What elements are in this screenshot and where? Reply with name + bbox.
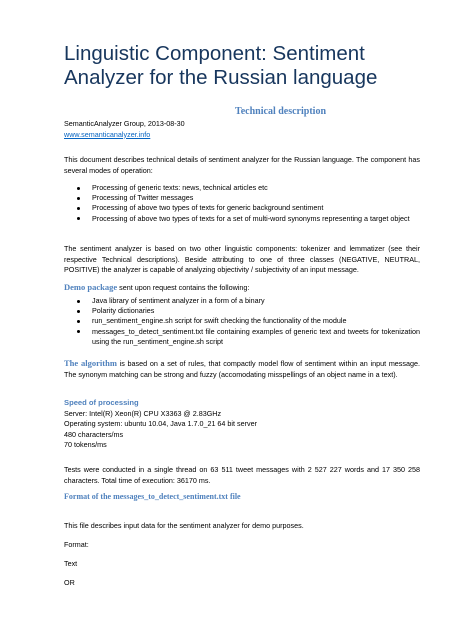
list-item: run_sentiment_engine.sh script for swift checking the functionality of the module [64, 316, 420, 326]
intro-paragraph: This document describes technical details of sentiment analyzer for the Russian language. The component has several modes of operation: [64, 155, 420, 175]
components-paragraph: The sentiment analyzer is based on two other linguistic components: tokenizer and lemmatizer (see their respective Technical descriptions). Beside attributing to one of three classes (NEGATIVE, NEUTRAL, POSITIVE) the analyzer is capable of analyzing objectivity / subjectivity of an input message. [64, 244, 420, 274]
demo-package-line [64, 282, 420, 294]
list-item: Polarity dictionaries [64, 306, 420, 316]
list-item: Java library of sentiment analyzer in a form of a binary [64, 296, 420, 306]
title-line-2: Analyzer for the Russian language [64, 66, 378, 89]
list-item: Processing of generic texts: news, technical articles etc [64, 183, 420, 193]
list-item: messages_to_detect_sentiment.txt file containing examples of generic text and tweets for tokenization using the run_sentiment_engine.sh script [64, 327, 420, 347]
bullet-icon [77, 320, 80, 323]
speed-heading: Speed of processing [64, 398, 139, 407]
bullet-icon [77, 187, 80, 190]
demo-package-heading: Demo package [64, 282, 118, 292]
group-line: SemanticAnalyzer Group, 2013-08-30 [64, 119, 185, 128]
speed-section [64, 398, 420, 451]
bullet-icon [77, 207, 80, 210]
tests-paragraph: Tests were conducted in a single thread on 63 511 tweet messages with 2 527 227 words and 17 350 258 characters. Total time of execution: 36170 ms. [64, 465, 420, 485]
speed-line: 70 tokens/ms [64, 440, 107, 449]
document-subtitle: Technical description [234, 106, 327, 117]
format-label: Format: [64, 540, 89, 549]
speed-line: 480 characters/ms [64, 429, 124, 439]
bullet-icon [77, 217, 80, 220]
or-label: OR [64, 578, 75, 587]
text-label: Text [64, 559, 78, 568]
website-link[interactable]: www.semanticanalyzer.info [64, 129, 151, 139]
list-item: Processing of above two types of texts for generic background sentiment [64, 203, 420, 213]
speed-line: Server: Intel(R) Xeon(R) CPU X3363 @ 2.83GHz [64, 408, 222, 418]
algorithm-text: is based on a set of rules, that compactly model flow of sentiment within an input message. The synonym matching can be strong and fuzzy (accomodating misspellings of an object name in a text). [64, 359, 420, 379]
demo-package-text: sent upon request contains the following: [117, 283, 250, 292]
list-item: Processing of above two types of texts for a set of multi-word synonyms representing a target object [64, 214, 420, 224]
document-title [64, 42, 444, 90]
bullet-icon [77, 300, 80, 303]
author-block [64, 119, 420, 140]
speed-line: Operating system: ubuntu 10.04, Java 1.7.0_21 64 bit server [64, 419, 257, 428]
format-heading: Format of the messages_to_detect_sentiment.txt file [64, 492, 241, 501]
format-description: This file describes input data for the sentiment analyzer for demo purposes. [64, 521, 304, 530]
title-line-1: Linguistic Component: Sentiment [64, 42, 365, 65]
algorithm-heading: The algorithm [64, 358, 117, 368]
modes-list [64, 183, 420, 224]
algorithm-paragraph [64, 358, 420, 380]
bullet-icon [77, 330, 80, 333]
bullet-icon [77, 197, 80, 200]
list-item: Processing of Twitter messages [64, 193, 420, 203]
demo-items-list [64, 296, 420, 347]
bullet-icon [77, 310, 80, 313]
